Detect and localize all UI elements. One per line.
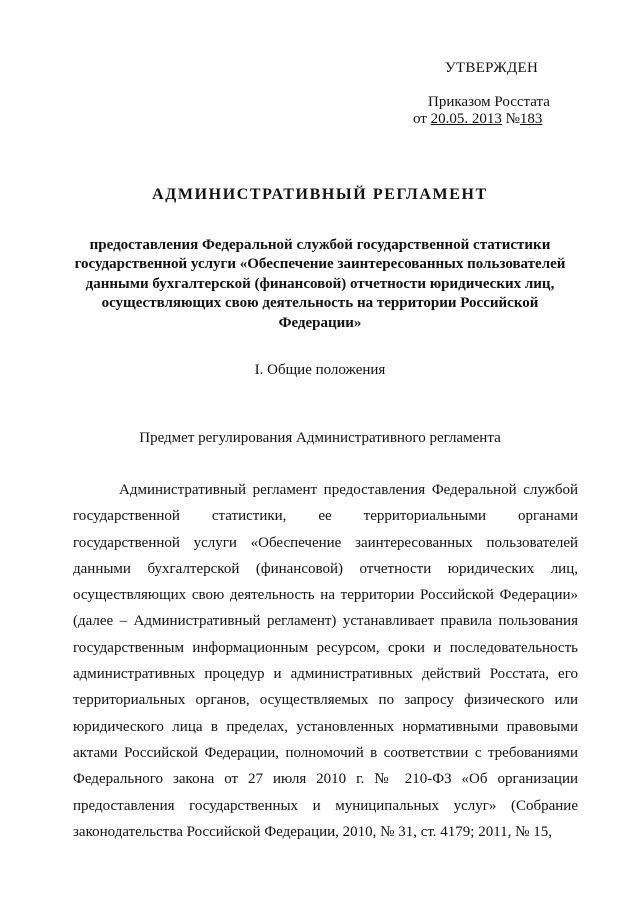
paragraph-line: Федерального закона от 27 июля 2010 г. № 210-ФЗ «Об организации <box>73 771 578 788</box>
document-subtitle <box>70 236 570 333</box>
paragraph-line: территориальных органов, осуществляемых по запросу физического или <box>73 692 578 709</box>
approval-date-line <box>413 111 542 128</box>
paragraph-line: данными бухгалтерской (финансовой) отчетности юридических лиц, <box>73 560 578 577</box>
body-paragraph <box>73 477 578 845</box>
paragraph-line: осуществляющих свою деятельность на территории Российской Федерации» <box>73 587 578 604</box>
paragraph-line: предоставления государственных и муниципальных услуг» (Собрание <box>73 797 578 814</box>
document-title: АДМИНИСТРАТИВНЫЙ РЕГЛАМЕНТ <box>152 186 488 203</box>
paragraph-line: государственной услуги «Обеспечение заинтересованных пользователей <box>73 534 578 551</box>
paragraph-line: законодательства Российской Федерации, 2010, № 31, ст. 4179; 2011, № 15, <box>73 823 552 840</box>
subtitle-line: предоставления Федеральной службой государственной статистики <box>89 237 551 253</box>
paragraph-line: юридического лица в пределах, установленных нормативными правовыми <box>73 718 578 735</box>
subtitle-line: данными бухгалтерской (финансовой) отчетности юридических лиц, <box>85 275 555 292</box>
paragraph-line: государственной статистики, ее территориальными органами <box>73 508 578 525</box>
paragraph-line: административных процедур и административных действий Росстата, его <box>73 666 578 683</box>
paragraph-line: Административный регламент предоставления Федеральной службой <box>119 482 578 498</box>
paragraph-line: (далее – Административный регламент) устанавливает правила пользования <box>73 613 578 630</box>
subject-heading: Предмет регулирования Административного регламента <box>139 430 501 446</box>
approval-number: 183 <box>519 111 543 127</box>
paragraph-line: государственным информационным ресурсом, сроки и последовательность <box>73 639 578 656</box>
paragraph-line: актами Российской Федерации, полномочий в соответствии с требованиями <box>73 744 578 761</box>
subtitle-line: осуществляющих свою деятельность на территории Российской <box>101 295 539 312</box>
subtitle-line: государственной услуги «Обеспечение заинтересованных пользователей <box>74 256 566 273</box>
subtitle-line: Федерации» <box>278 314 362 331</box>
approval-date-prefix: от <box>413 111 431 127</box>
approval-order: Приказом Росстата <box>428 94 550 110</box>
approval-number-prefix: № <box>505 111 520 127</box>
approval-title: УТВЕРЖДЕН <box>445 60 539 76</box>
section-heading: I. Общие положения <box>254 362 386 378</box>
approval-date: 20.05. 2013 <box>430 111 502 127</box>
